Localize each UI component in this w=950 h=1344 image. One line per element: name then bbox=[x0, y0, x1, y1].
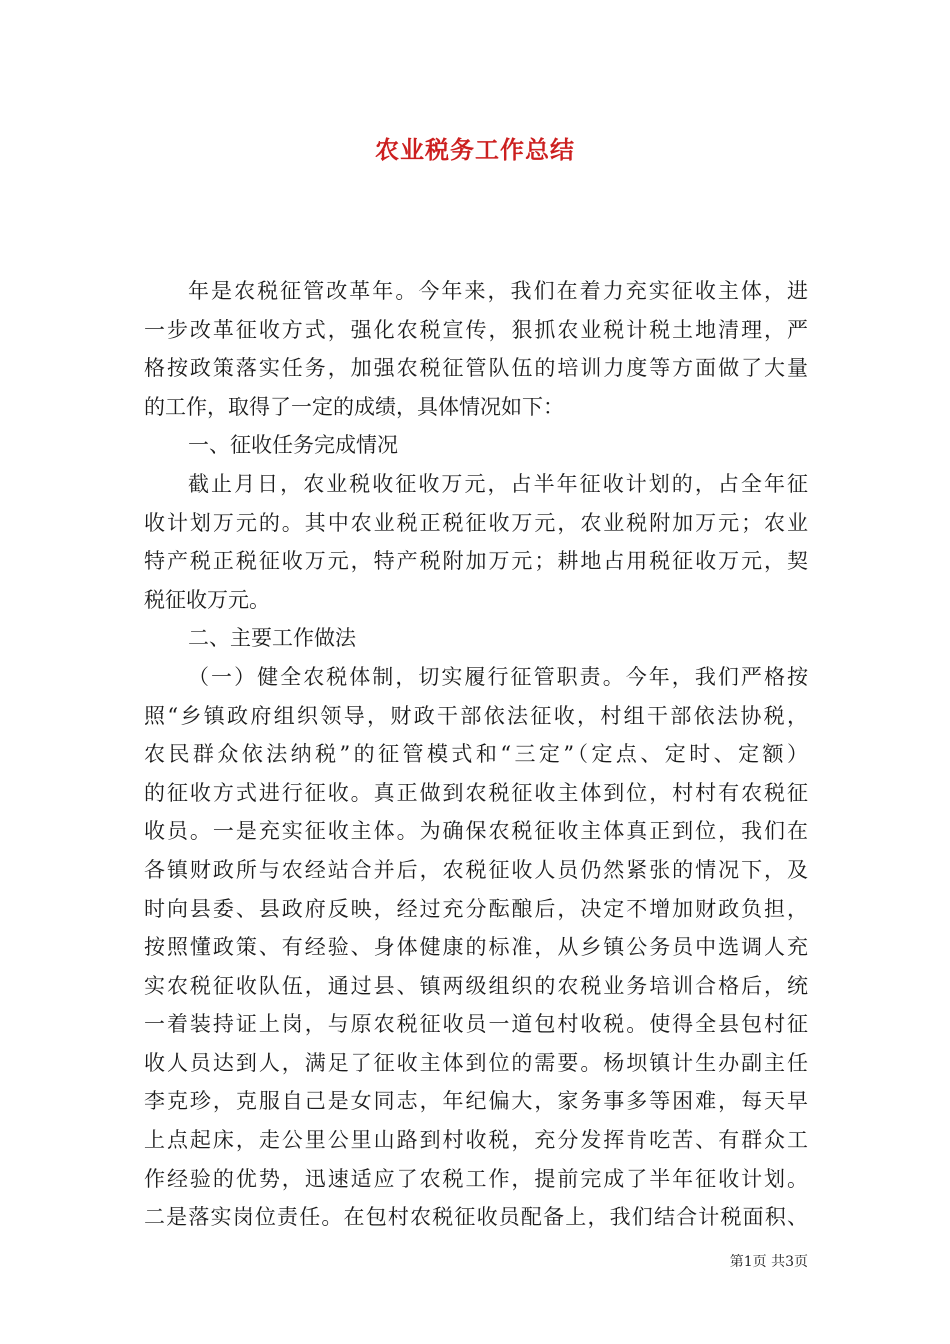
paragraph-line: 二是落实岗位责任。在包村农税征收员配备上，我们结合计税面积、 bbox=[144, 1205, 808, 1230]
paragraph-line: 实农税征收队伍，通过县、镇两级组织的农税业务培训合格后，统 bbox=[144, 973, 808, 998]
paragraph-line: 年是农税征管改革年。今年来，我们在着力充实征收主体，进 bbox=[188, 279, 808, 303]
paragraph-line: 税征收万元。 bbox=[144, 587, 270, 612]
paragraph-line: 按照懂政策、有经验、身体健康的标准，从乡镇公务员中选调人充 bbox=[144, 935, 808, 960]
paragraph-line: 作经验的优势，迅速适应了农税工作，提前完成了半年征收计划。 bbox=[144, 1166, 808, 1191]
paragraph-line: 特产税正税征收万元，特产税附加万元；耕地占用税征收万元，契 bbox=[144, 549, 808, 574]
paragraph-line: 各镇财政所与农经站合并后，农税征收人员仍然紧张的情况下，及 bbox=[144, 857, 808, 882]
paragraph-line: 收人员达到人，满足了征收主体到位的需要。杨坝镇计生办副主任 bbox=[144, 1050, 808, 1075]
paragraph-line: 农民群众依法纳税”的征管模式和“三定”（定点、定时、定额） bbox=[144, 742, 808, 767]
paragraph-line: （一）健全农税体制，切实履行征管职责。今年，我们严格按 bbox=[188, 664, 808, 689]
paragraph-line: 一着装持证上岗，与原农税征收员一道包村收税。使得全县包村征 bbox=[144, 1012, 808, 1037]
paragraph-line: 收员。一是充实征收主体。为确保农税征收主体真正到位，我们在 bbox=[144, 819, 808, 844]
paragraph-line: 的征收方式进行征收。真正做到农税征收主体到位，村村有农税征 bbox=[144, 780, 808, 805]
paragraph-line: 截止月日，农业税收征收万元，占半年征收计划的，占全年征 bbox=[188, 471, 808, 496]
paragraph-line: 照“乡镇政府组织领导，财政干部依法征收，村组干部依法协税， bbox=[144, 703, 808, 728]
document-title: 农业税务工作总结 bbox=[375, 135, 575, 164]
section-heading: 二、主要工作做法 bbox=[188, 626, 356, 651]
paragraph-line: 时向县委、县政府反映，经过充分酝酿后，决定不增加财政负担， bbox=[144, 896, 808, 921]
paragraph-line: 的工作，取得了一定的成绩，具体情况如下： bbox=[144, 394, 564, 419]
paragraph-line: 格按政策落实任务，加强农税征管队伍的培训力度等方面做了大量 bbox=[144, 356, 808, 381]
paragraph-line: 收计划万元的。其中农业税正税征收万元，农业税附加万元；农业 bbox=[144, 510, 808, 535]
paragraph-line: 李克珍，克服自己是女同志，年纪偏大，家务事多等困难，每天早 bbox=[144, 1089, 808, 1114]
section-heading: 一、征收任务完成情况 bbox=[188, 433, 398, 458]
document-body bbox=[144, 272, 808, 1237]
page-number-footer: 第1页 共3页 bbox=[729, 1254, 808, 1270]
paragraph-line: 上点起床，走公里公里山路到村收税，充分发挥肯吃苦、有群众工 bbox=[144, 1128, 808, 1153]
paragraph-line: 一步改革征收方式，强化农税宣传，狠抓农业税计税土地清理，严 bbox=[144, 317, 808, 342]
